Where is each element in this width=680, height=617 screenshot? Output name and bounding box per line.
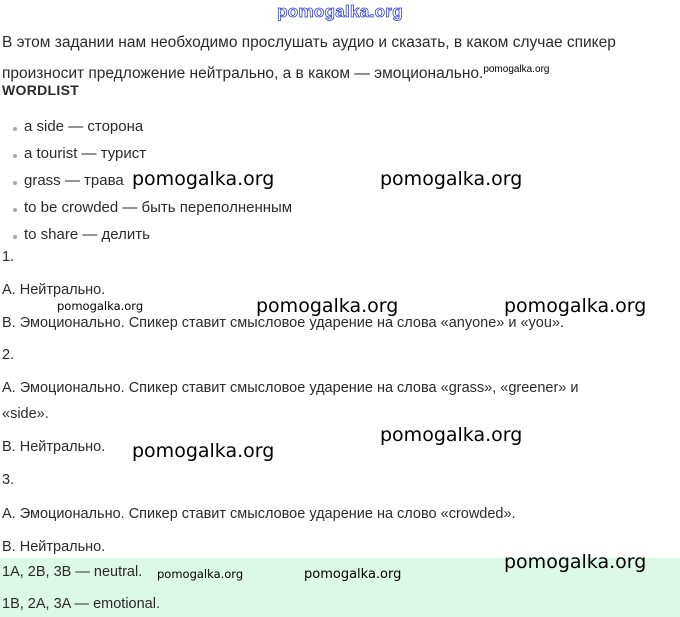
wordlist-item: to be crowded — быть переполненным xyxy=(24,199,293,216)
task-option-b: B. Эмоционально. Спикер ставит смысловое ударение на слова «anyone» и «you». xyxy=(2,315,565,331)
task-option-a: A. Нейтрально. xyxy=(2,282,106,298)
task-option-a: A. Эмоционально. Спикер ставит смысловое ударение на слова «grass», «greener» и xyxy=(2,380,579,396)
intro-text: В этом задании нам необходимо прослушать аудио и сказать, в каком случае спикер произносит предложение нейтрально, а в каком — эмоционально. xyxy=(2,34,616,82)
wordlist-item: grass — трава xyxy=(24,172,124,189)
watermark: pomogalka.org xyxy=(132,168,275,190)
watermark: pomogalka.org xyxy=(157,567,244,581)
task-option-b: B. Нейтрально. xyxy=(2,539,106,555)
watermark: pomogalka.org xyxy=(132,440,275,462)
wordlist-item: a side — сторона xyxy=(24,118,144,135)
task-option-b: B. Нейтрально. xyxy=(2,439,106,455)
intro-watermark: pomogalka.org xyxy=(483,64,550,75)
bullet-icon xyxy=(13,154,17,158)
watermark: pomogalka.org xyxy=(380,168,523,190)
bullet-icon xyxy=(13,235,17,239)
bullet-icon xyxy=(13,127,17,131)
watermark: pomogalka.org xyxy=(380,424,523,446)
wordlist-item: to share — делить xyxy=(24,226,150,243)
task-number: 2. xyxy=(2,347,15,363)
answer-line: 1B, 2A, 3A — emotional. xyxy=(2,596,160,612)
site-logo[interactable]: pomogalka.org xyxy=(277,2,403,21)
task-number: 3. xyxy=(2,472,15,488)
task-option-a: A. Эмоционально. Спикер ставит смысловое ударение на слово «crowded». xyxy=(2,506,516,522)
bullet-icon xyxy=(13,208,17,212)
task-option-a-continued: «side». xyxy=(2,406,49,422)
answer-line: 1A, 2B, 3B — neutral. xyxy=(2,564,143,580)
watermark: pomogalka.org xyxy=(57,299,144,313)
watermark: pomogalka.org xyxy=(504,551,647,573)
intro-paragraph xyxy=(2,29,678,87)
wordlist-title: WORDLIST xyxy=(2,82,80,98)
watermark: pomogalka.org xyxy=(304,567,402,582)
bullet-icon xyxy=(13,181,17,185)
watermark: pomogalka.org xyxy=(504,295,647,317)
task-number: 1. xyxy=(2,249,15,265)
watermark: pomogalka.org xyxy=(256,295,399,317)
wordlist-item: a tourist — турист xyxy=(24,145,147,162)
